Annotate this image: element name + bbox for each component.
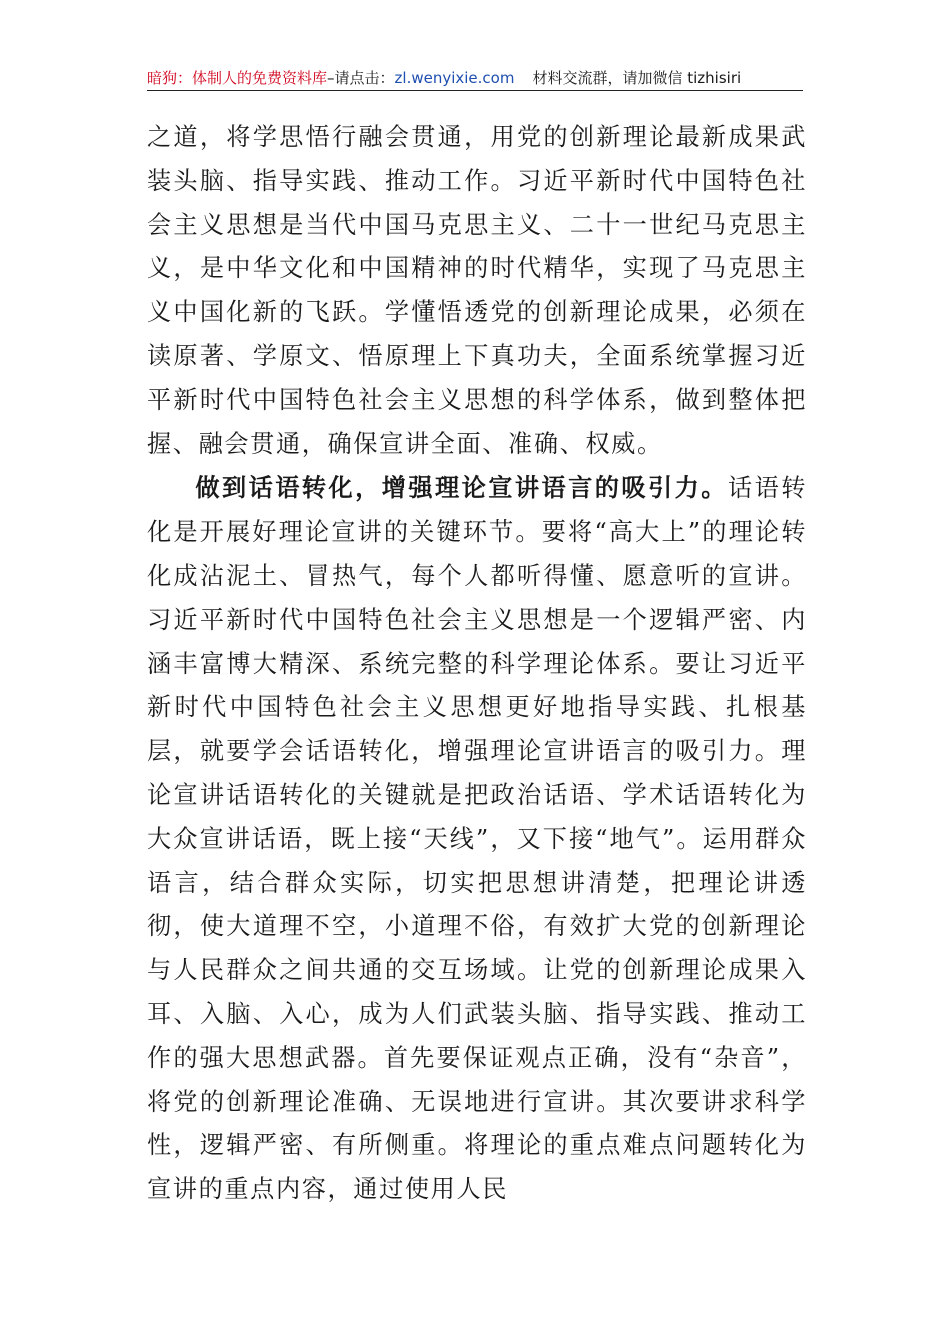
paragraph-2-body: 话语转化是开展好理论宣讲的关键环节。要将“高大上”的理论转化成沾泥土、冒热气，每个人都听得懂、愿意听的宣讲。习近平新时代中国特色社会主义思想是一个逻辑严密、内涵丰富博大精深、系统完整的科学理论体系。要让习近平新时代中国特色社会主义思想更好地指导实践、扎根基层，就要学会话语转化，增强理论宣讲语言的吸引力。理论宣讲话语转化的关键就是把政治话语、学术话语转化为大众宣讲话语，既上接“天线”，又下接“地气”。运用群众语言，结合群众实际，切实把思想讲清楚，把理论讲透彻，使大道理不空，小道理不俗，有效扩大党的创新理论与人民群众之间共通的交互场域。让党的创新理论成果入耳、入脑、入心，成为人们武装头脑、指导实践、推动工作的强大思想武器。首先要保证观点正确，没有“杂音”，将党的创新理论准确、无误地进行宣讲。其次要讲求科学性，逻辑严密、有所侧重。将理论的重点难点问题转化为宣讲的重点内容，通过使用人民 [147, 474, 807, 1204]
paragraph-2-lead: 做到话语转化，增强理论宣讲语言的吸引力。 [195, 473, 728, 503]
page-header [147, 66, 803, 91]
header-brand: 暗狗：体制人的免费资料库 [147, 69, 328, 87]
document-body [147, 116, 807, 1212]
header-click-prefix: –请点击： [327, 69, 395, 87]
paragraph-1: 之道，将学思悟行融会贯通，用党的创新理论最新成果武装头脑、指导实践、推动工作。习近平新时代中国特色社会主义思想是当代中国马克思主义、二十一世纪马克思主义，是中华文化和中国精神的时代精华，实现了马克思主义中国化新的飞跃。学懂悟透党的创新理论成果，必须在读原著、学原文、悟原理上下真功夫，全面系统掌握习近平新时代中国特色社会主义思想的科学体系，做到整体把握、融会贯通，确保宣讲全面、准确、权威。 [147, 123, 807, 458]
header-url-link[interactable]: zl.wenyixie.com [394, 69, 515, 87]
paragraph-2 [147, 466, 807, 1212]
header-wechat-note: 材料交流群，请加微信 tizhisiri [532, 69, 742, 87]
